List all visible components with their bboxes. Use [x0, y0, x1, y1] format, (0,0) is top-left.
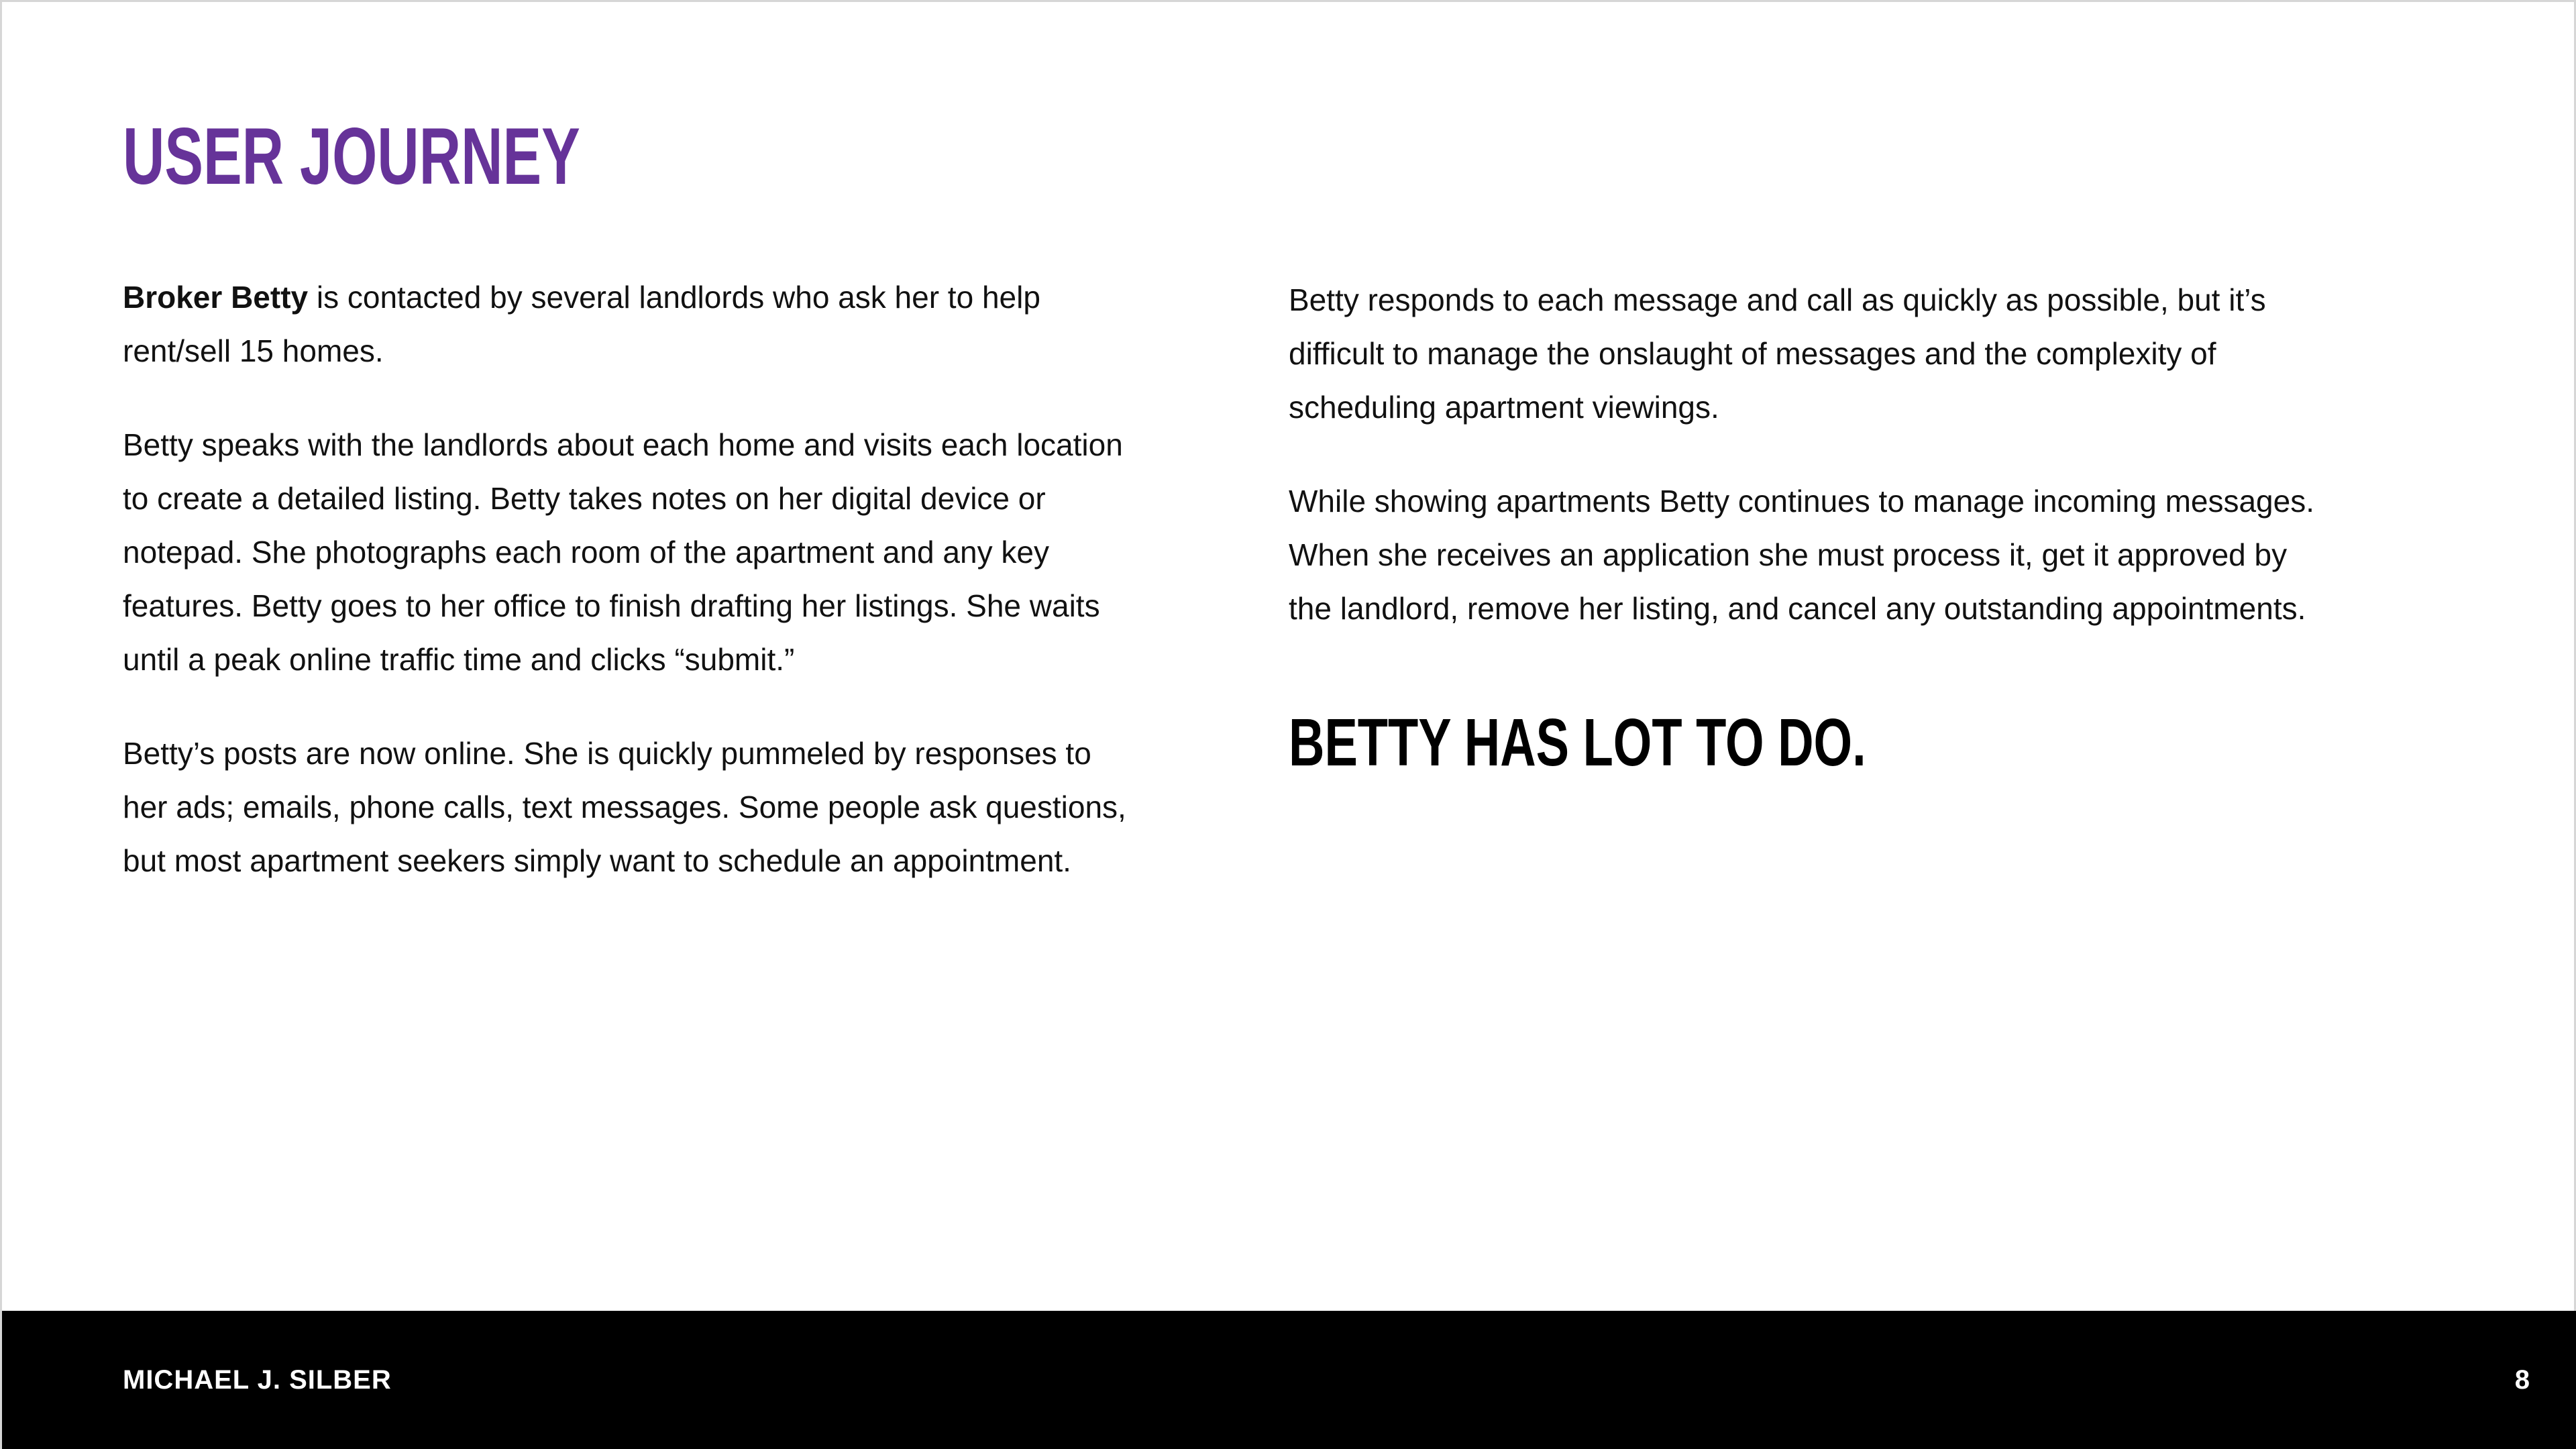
page-number: 8	[2514, 1365, 2530, 1395]
highlight-statement: BETTY HAS LOT TO DO.	[1289, 705, 1866, 780]
messages-paragraph: Betty responds to each message and call as quickly as possible, but it’s difficult to manage the onslaught of messages and the complexity of scheduling apartment viewings.	[1289, 282, 2266, 425]
listing-paragraph: Betty speaks with the landlords about each home and visits each location to create a detailed listing. Betty takes notes on her digital device or notepad. She photographs each room of the apartment and any key features. Betty goes to her office to finish drafting her listings. She waits until a peak online traffic time and clicks “submit.”	[123, 427, 1123, 677]
page-title: USER JOURNEY	[123, 111, 580, 201]
footer-author: MICHAEL J. SILBER	[123, 1365, 392, 1395]
left-column	[123, 270, 1142, 928]
intro-text: is contacted by several landlords who ask her to help rent/sell 15 homes.	[123, 280, 1040, 368]
right-column	[1289, 273, 2322, 783]
intro-paragraph	[123, 270, 1142, 378]
intro-bold-name: Broker Betty	[123, 280, 309, 315]
showing-paragraph: While showing apartments Betty continues to manage incoming messages. When she receives an application she must process it, get it approved by the landlord, remove her listing, and cancel any outstanding appointments.	[1289, 484, 2315, 626]
responses-paragraph: Betty’s posts are now online. She is quickly pummeled by responses to her ads; emails, phone calls, text messages. Some people ask questions, but most apartment seekers simply want to schedule an appointment.	[123, 736, 1126, 878]
footer-bar	[2, 1311, 2576, 1449]
